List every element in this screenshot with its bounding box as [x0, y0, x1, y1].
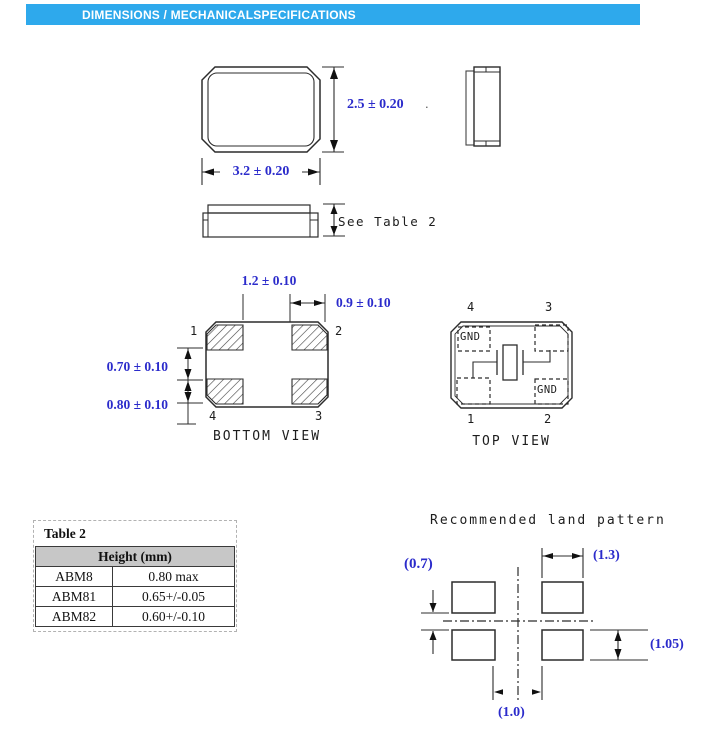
land-pad-top-left: [452, 582, 495, 613]
dim-ext-line: [542, 548, 583, 578]
pad-2-hatched: [292, 325, 327, 350]
dim-ext-line: [243, 294, 325, 322]
gnd-label-bottom-right: GND: [537, 384, 558, 396]
bottom-view-pin-4: 4: [209, 409, 217, 423]
dim-label-land-pad-width: (1.3): [593, 548, 620, 563]
arrowhead-down: [615, 649, 622, 659]
table2-header-cell: Height (mm): [36, 547, 235, 567]
side-view-lid: [208, 205, 310, 213]
side-view-thickness-note: See Table 2: [338, 214, 438, 229]
side-view-body: [203, 213, 318, 237]
dim-label-land-horizontal-gap: (1.0): [498, 705, 525, 720]
table2-header-row: [36, 547, 235, 567]
arrowhead-down: [331, 226, 338, 235]
arrowhead-right: [572, 553, 582, 559]
bottom-view-pin-3: 3: [315, 409, 323, 423]
arrowhead-down: [185, 369, 192, 379]
table-row: [36, 607, 235, 627]
arrowhead-right: [532, 689, 541, 695]
land-pattern-caption: Recommended land pattern: [430, 513, 666, 528]
dim-ext-line: [177, 348, 203, 424]
arrowhead-left: [291, 300, 301, 306]
arrowhead-left: [543, 553, 553, 559]
dim-label-land-pad-height: (1.05): [650, 637, 684, 652]
table-row: [36, 567, 235, 587]
dim-label-pad-offset: 1.2 ± 0.10: [241, 273, 297, 288]
height-cell: 0.80 max: [113, 567, 235, 587]
bottom-view-drawing: [177, 294, 328, 424]
table2-container: [33, 520, 237, 632]
side-view-terminals: [203, 213, 318, 237]
package-end-view: [466, 67, 500, 146]
top-view-pin-1: 1: [467, 412, 475, 426]
package-inner-outline: [208, 73, 314, 146]
height-cell: 0.65+/-0.05: [113, 587, 235, 607]
pad-1-hatched: [207, 325, 243, 350]
arrowhead-right: [314, 300, 324, 306]
table2: [35, 546, 235, 627]
arrowhead-up: [330, 68, 338, 79]
dim-label-land-vertical-gap: (0.7): [404, 556, 433, 572]
model-cell: ABM8: [36, 567, 113, 587]
dim-suffix-dot: .: [425, 96, 429, 111]
arrowhead-up: [185, 349, 192, 359]
package-outline: [202, 67, 320, 152]
arrowhead-up: [331, 205, 338, 214]
height-cell: 0.60+/-0.10: [113, 607, 235, 627]
crystal-connections: [473, 350, 550, 378]
arrowhead-down: [430, 603, 437, 612]
dim-tick: [322, 67, 344, 152]
top-view-caption: TOP VIEW: [472, 434, 551, 449]
package-side-view: [203, 204, 345, 237]
arrowhead-down: [185, 392, 192, 402]
arrowhead-left: [494, 689, 503, 695]
section-title: DIMENSIONS / MECHANICALSPECIFICATIONS: [82, 7, 356, 22]
dim-label-pad-gap: 0.70 ± 0.10: [106, 359, 168, 374]
table2-title: Table 2: [44, 526, 86, 541]
top-view-pin-2: 2: [544, 412, 552, 426]
dim-label-pad-width: 0.9 ± 0.10: [336, 295, 391, 310]
bottom-view-pin-2: 2: [335, 324, 343, 338]
table-row: [36, 587, 235, 607]
arrowhead-up: [185, 381, 192, 391]
bottom-view-pin-1: 1: [190, 324, 198, 338]
end-view-front: [474, 67, 500, 146]
pad-4-hatched: [207, 379, 243, 404]
bottom-view-caption: BOTTOM VIEW: [212, 429, 322, 444]
model-cell: ABM81: [36, 587, 113, 607]
dim-label-package-height: 2.5 ± 0.20: [347, 97, 404, 112]
top-view-pin-3: 3: [545, 300, 553, 314]
top-view-pin-4: 4: [467, 300, 475, 314]
crystal-symbol: [503, 345, 517, 380]
land-pad-bottom-left: [452, 630, 495, 660]
gnd-label-top-left: GND: [460, 331, 481, 343]
model-cell: ABM82: [36, 607, 113, 627]
crystal-plates: [497, 350, 523, 375]
arrowhead-down: [330, 140, 338, 151]
land-pad-top-right: [542, 582, 583, 613]
dim-label-package-width: 3.2 ± 0.20: [232, 164, 290, 179]
land-pad-bottom-right: [542, 630, 583, 660]
pad-3-hatched: [292, 379, 327, 404]
land-pattern-drawing: [421, 548, 648, 702]
dashed-pad-1: [457, 378, 490, 404]
arrowhead-up: [430, 631, 437, 640]
arrowhead-up: [615, 631, 622, 641]
dim-label-pad-height: 0.80 ± 0.10: [106, 397, 168, 412]
